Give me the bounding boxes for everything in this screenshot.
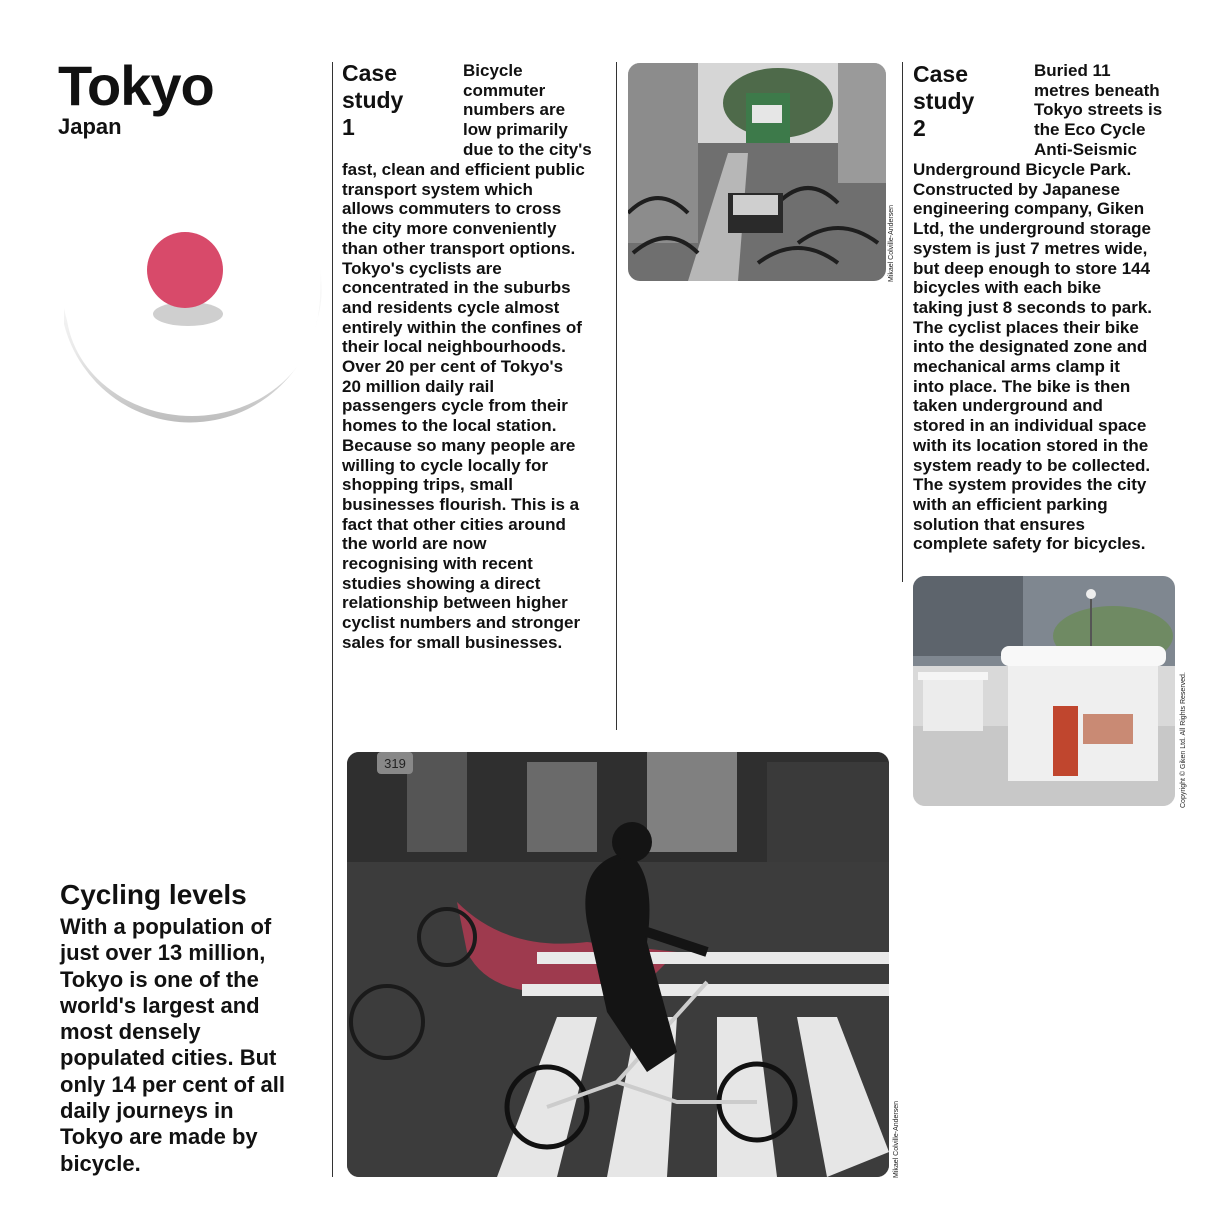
text-line: the city more conveniently <box>342 219 557 239</box>
text-line: populated cities. But <box>60 1045 277 1071</box>
text-line: with an efficient parking <box>913 494 1108 514</box>
text-line: solution that ensures <box>913 514 1085 534</box>
text-line: sales for small businesses. <box>342 632 563 652</box>
text-line: fact that other cities around <box>342 514 566 534</box>
column-divider-right <box>902 62 903 582</box>
text-line: shopping trips, small <box>342 475 513 495</box>
photo-eco-cycle-kiosk <box>913 576 1175 806</box>
text-line: fast, clean and efficient public <box>342 160 585 179</box>
text-line: businesses flourish. This is a <box>342 494 580 514</box>
red-dot <box>147 232 223 308</box>
text-line: Ltd, the underground storage <box>913 219 1151 239</box>
text-line: system ready to be collected. <box>913 455 1151 475</box>
text-line: Because so many people are <box>342 435 576 455</box>
text-line: complete safety for bicycles. <box>913 534 1146 554</box>
text-line: the Eco Cycle <box>1034 120 1146 140</box>
text-line: just over 13 million, <box>60 940 266 966</box>
text-line: with its location stored in the <box>913 435 1149 455</box>
text-line: low primarily <box>463 120 568 140</box>
text-line: into the designated zone and <box>913 337 1148 357</box>
case-study-2-body <box>913 160 1193 554</box>
case-study-1-intro <box>463 61 613 160</box>
text-line: Tokyo streets is <box>1034 100 1163 120</box>
text-line: metres beneath <box>1034 80 1160 100</box>
text-line: homes to the local station. <box>342 416 557 436</box>
column-divider-left <box>332 62 333 1177</box>
photo-credit-1: Mikael Colville-Andersen <box>888 204 895 282</box>
page-subtitle: Japan <box>58 114 122 139</box>
text-line: taken underground and <box>913 396 1103 416</box>
text-line: only 14 per cent of all <box>60 1071 285 1097</box>
cycling-levels-body <box>60 914 328 1177</box>
text-line: into place. The bike is then <box>913 376 1131 396</box>
case-study-1-body <box>342 160 610 653</box>
text-line: numbers are <box>463 100 566 120</box>
text-line: engineering company, Giken <box>913 199 1145 219</box>
text-line: and residents cycle almost <box>342 297 560 317</box>
text-line: transport system which <box>342 179 533 199</box>
text-line: cyclist numbers and stronger <box>342 613 581 633</box>
text-line: Tokyo is one of the <box>60 966 259 992</box>
text-line: taking just 8 seconds to park. <box>913 297 1153 317</box>
photo-tokyo-cyclist <box>347 752 889 1177</box>
text-line: relationship between higher <box>342 593 568 613</box>
text-line: Buried 11 <box>1034 61 1111 80</box>
text-line: The system provides the city <box>913 475 1147 495</box>
photo-bicycle-parking <box>628 63 886 281</box>
text-line: Over 20 per cent of Tokyo's <box>342 357 564 377</box>
case-study-1-heading-text: Case study 1 <box>342 60 404 140</box>
text-line: studies showing a direct <box>342 573 541 593</box>
text-line: Tokyo's cyclists are <box>342 258 502 278</box>
text-line: world's largest and <box>60 992 260 1018</box>
text-line: allows commuters to cross <box>342 199 562 219</box>
text-line: The cyclist places their bike <box>913 317 1139 337</box>
text-line: but deep enough to store 144 <box>913 258 1151 278</box>
japan-dot-logo <box>58 228 322 444</box>
case-study-2-heading <box>913 61 1023 142</box>
text-line: their local neighbourhoods. <box>342 337 566 357</box>
text-line: daily journeys in <box>60 1098 234 1124</box>
page-title: Tokyo <box>58 54 214 117</box>
text-line: commuter <box>463 80 546 100</box>
case-study-2-heading-text: Case study 2 <box>913 61 975 141</box>
text-line: concentrated in the suburbs <box>342 278 571 298</box>
cycling-levels-heading: Cycling levels <box>60 879 247 910</box>
text-line: than other transport options. <box>342 238 576 258</box>
text-line: Constructed by Japanese <box>913 179 1120 199</box>
text-line: willing to cycle locally for <box>342 455 548 475</box>
photo-credit-2: Copyright © Giken Ltd. All Rights Reserved. <box>1180 672 1187 808</box>
text-line: due to the city's <box>463 139 592 159</box>
text-line: system is just 7 metres wide, <box>913 238 1148 258</box>
case-study-2-intro <box>1034 61 1184 160</box>
column-divider-middle <box>616 62 617 730</box>
text-line: Underground Bicycle Park. <box>913 160 1132 179</box>
text-line: stored in an individual space <box>913 416 1147 436</box>
text-line: bicycles with each bike <box>913 278 1102 298</box>
route-sign: 319 <box>384 756 406 771</box>
text-line: 20 million daily rail <box>342 376 495 396</box>
text-line: most densely <box>60 1019 201 1045</box>
text-line: With a population of <box>60 914 272 939</box>
text-line: Anti-Seismic <box>1034 139 1137 159</box>
text-line: entirely within the confines of <box>342 317 582 337</box>
text-line: recognising with recent <box>342 554 533 574</box>
case-study-1-heading <box>342 60 452 141</box>
text-line: Tokyo are made by <box>60 1124 258 1150</box>
text-line: Bicycle <box>463 61 523 80</box>
text-line: the world are now <box>342 534 487 554</box>
text-line: passengers cycle from their <box>342 396 568 416</box>
photo-credit-3: Mikael Colville-Andersen <box>893 1100 900 1178</box>
text-line: bicycle. <box>60 1150 141 1176</box>
text-line: mechanical arms clamp it <box>913 357 1120 377</box>
